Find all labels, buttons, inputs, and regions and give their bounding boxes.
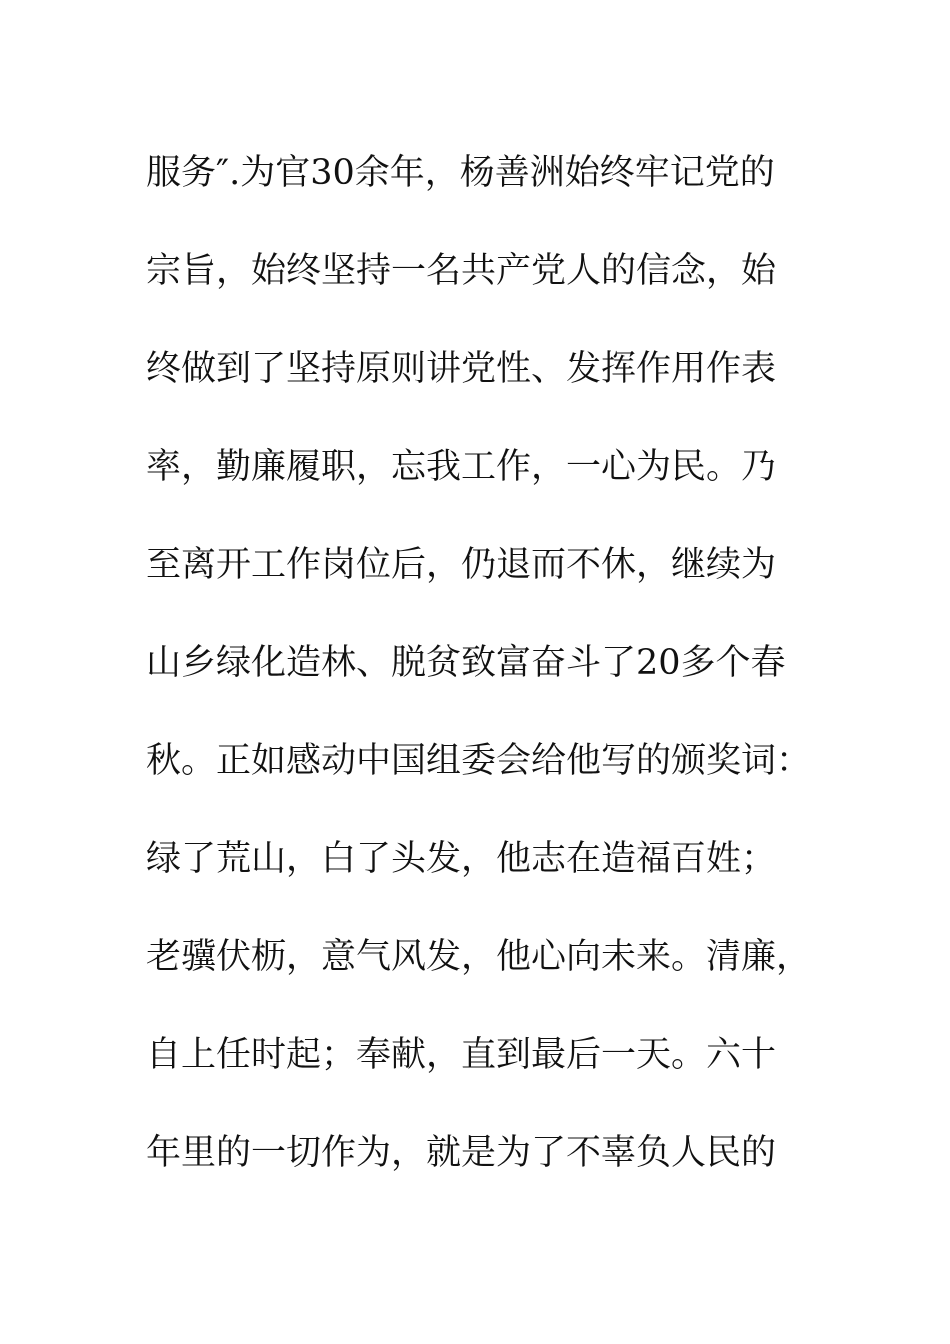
text-line: 绿了荒山，白了头发，他志在造福百姓； — [146, 839, 777, 879]
body-text — [146, 124, 812, 1202]
text-line: 至离开工作岗位后，仍退而不休，继续为 — [146, 545, 777, 585]
text-line: 秋。正如感动中国组委会给他写的颁奖词： — [146, 741, 812, 781]
text-line: 终做到了坚持原则讲党性、发挥作用作表 — [146, 349, 777, 389]
text-line: 服务″.为官30余年，杨善洲始终牢记党的 — [146, 153, 775, 193]
text-line: 山乡绿化造林、脱贫致富奋斗了20多个春 — [146, 643, 786, 683]
text-line: 老骥伏枥，意气风发，他心向未来。清廉， — [146, 937, 812, 977]
text-line: 率，勤廉履职，忘我工作，一心为民。乃 — [146, 447, 777, 487]
text-line: 年里的一切作为，就是为了不辜负人民的 — [146, 1133, 777, 1173]
text-line: 自上任时起；奉献，直到最后一天。六十 — [146, 1035, 777, 1075]
text-line: 宗旨，始终坚持一名共产党人的信念，始 — [146, 251, 777, 291]
